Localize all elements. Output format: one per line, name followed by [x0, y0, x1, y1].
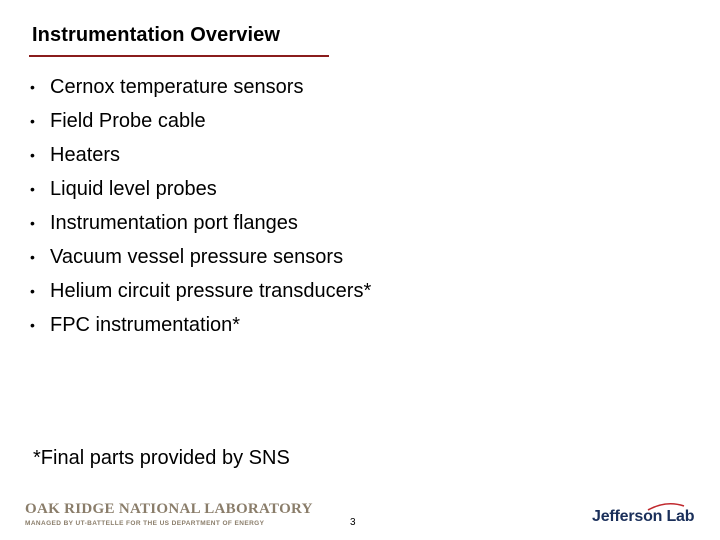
bullet-text: Instrumentation port flanges: [50, 212, 298, 234]
list-item: [30, 138, 371, 172]
page-number: 3: [350, 517, 356, 528]
footnote: *Final parts provided by SNS: [33, 447, 290, 469]
bullet-text: Helium circuit pressure transducers*: [50, 280, 372, 302]
title-underline: [29, 55, 329, 57]
bullet-text: Vacuum vessel pressure sensors: [50, 246, 344, 268]
list-item: [30, 206, 371, 240]
ornl-logo: [25, 500, 313, 527]
bullet-icon: •: [30, 283, 35, 299]
bullet-icon: •: [30, 317, 35, 333]
bullet-icon: •: [30, 181, 35, 197]
bullet-icon: •: [30, 215, 35, 231]
list-item: [30, 274, 371, 308]
list-item: [30, 104, 371, 138]
list-item: [30, 240, 371, 274]
list-item: [30, 172, 371, 206]
list-item: [30, 70, 371, 104]
bullet-text: Field Probe cable: [50, 110, 206, 132]
bullet-text: Heaters: [50, 144, 121, 166]
list-item: [30, 308, 371, 342]
bullet-icon: •: [30, 79, 35, 95]
bullet-icon: •: [30, 249, 35, 265]
swoosh-icon: [646, 502, 686, 512]
jefferson-lab-logo: [592, 508, 694, 526]
jefferson-lab-logo-text: Jefferson Lab: [592, 508, 695, 525]
bullet-icon: •: [30, 113, 35, 129]
bullet-text: FPC instrumentation*: [50, 314, 241, 336]
bullet-text: Liquid level probes: [50, 178, 217, 200]
ornl-logo-name: OAK RIDGE NATIONAL LABORATORY: [25, 501, 313, 517]
bullet-text: Cernox temperature sensors: [50, 76, 304, 98]
bullet-icon: •: [30, 147, 35, 163]
ornl-logo-tagline: MANAGED BY UT-BATTELLE FOR THE US DEPARTMENT OF ENERGY: [25, 520, 265, 527]
slide-title: Instrumentation Overview: [32, 24, 281, 46]
bullet-list: [30, 70, 371, 342]
